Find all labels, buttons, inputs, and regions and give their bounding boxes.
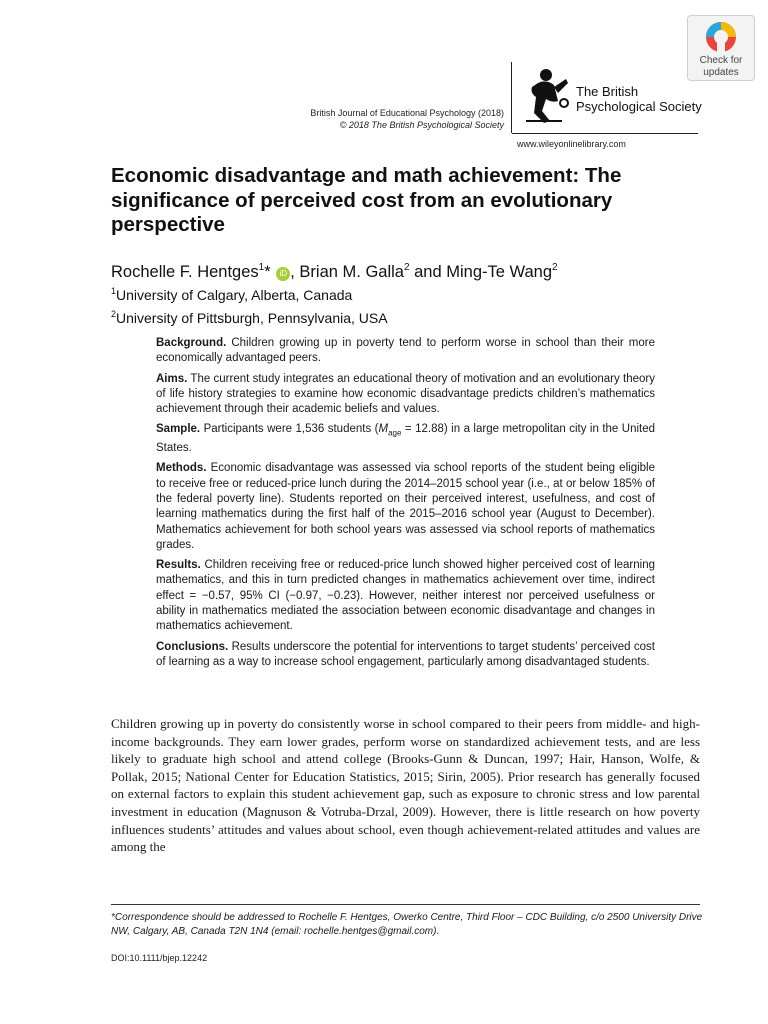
author-3-affil: 2	[552, 262, 558, 273]
author-1[interactable]: Rochelle F. Hentges	[111, 263, 259, 281]
article-title: Economic disadvantage and math achievement: The significance of perceived cost from an evolutionary perspective	[111, 164, 622, 236]
author-1-affil: 1	[258, 262, 265, 273]
society-name-line1: The British	[576, 84, 639, 99]
affiliation-text: University of Pittsburgh, Pennsylvania, USA	[116, 310, 388, 326]
abstract-text: Children growing up in poverty tend to perform worse in school than their more economically advantaged peers.	[156, 337, 655, 365]
abstract-text: Economic disadvantage was assessed via school reports of the student being eligible to receive free or reduced-price lunch during the 2014–2015 school year (i.e., at or below 185% of the federal poverty line). Students reported on their perceived interest, usefulness, and cost of learning mathematics during the first half of the 2015–2016 school year (August to December). Mathematics achievement for both school years was assessed via school reports of mathematics grades.	[156, 462, 655, 551]
author-separator: ,	[290, 263, 300, 281]
abstract-results	[156, 558, 655, 634]
affiliations	[111, 282, 388, 328]
copyright-notice: © 2018 The British Psychological Society	[339, 120, 504, 130]
abstract-methods	[156, 461, 655, 553]
bps-logo-icon	[516, 63, 572, 127]
footnote-rule	[111, 904, 700, 905]
affiliation-1	[111, 282, 388, 305]
math-symbol: M	[378, 423, 389, 436]
abstract-background	[156, 336, 655, 367]
check-for-updates-badge[interactable]	[687, 15, 755, 81]
abstract-conclusions	[156, 640, 655, 671]
society-name	[576, 84, 702, 114]
abstract-text: The current study integrates an educational theory of motivation and an evolutionary theory of life history strategies to examine how economic disadvantage predicts children’s mathematics achievement through their academic beliefs and values.	[156, 372, 655, 416]
orcid-icon[interactable]: iD	[276, 267, 290, 281]
author-separator: and	[409, 263, 447, 281]
society-name-line2: Psychological Society	[576, 99, 702, 114]
author-3[interactable]: Ming-Te Wang	[446, 263, 552, 281]
structured-abstract	[156, 336, 655, 675]
abstract-label: Background.	[156, 337, 227, 349]
header-rule	[512, 133, 698, 134]
affiliation-marker: 1	[111, 286, 117, 296]
affiliation-2	[111, 305, 388, 328]
math-subscript: age	[388, 428, 402, 438]
abstract-label: Sample.	[156, 423, 201, 436]
correspondence-footnote: *Correspondence should be addressed to Rochelle F. Hentges, Owerko Centre, Third Floor – CDC Building, c/o 2500 University Drive NW, Calgary, AB, Canada T2N 1N4 (email: rochelle.hentges@gmail.com).	[111, 912, 703, 937]
abstract-label: Results.	[156, 559, 201, 572]
affiliation-marker: 2	[111, 309, 117, 319]
abstract-label: Methods.	[156, 462, 207, 475]
author-2-affil: 2	[403, 262, 410, 273]
badge-line2: updates	[703, 67, 739, 78]
author-list	[111, 258, 731, 282]
abstract-label: Conclusions.	[156, 640, 229, 653]
header-vertical-rule	[511, 62, 512, 133]
abstract-text: = 12.88) in a large metropolitan city in the United States.	[156, 423, 656, 455]
website-link[interactable]: www.wileyonlinelibrary.com	[517, 139, 626, 149]
author-2[interactable]: Brian M. Galla	[299, 263, 404, 281]
abstract-aims	[156, 372, 655, 418]
abstract-label: Aims.	[156, 372, 188, 385]
abstract-text: Participants were 1,536 students (	[203, 423, 379, 436]
abstract-text: Results underscore the potential for interventions to target students’ perceived cost of learning as a way to increase school engagement, particularly among disadvantaged students.	[156, 640, 655, 668]
affiliation-text: University of Calgary, Alberta, Canada	[116, 287, 353, 303]
badge-line1: Check for	[699, 55, 743, 66]
crossmark-icon	[704, 20, 738, 54]
corresponding-star: *	[264, 263, 271, 281]
doi[interactable]: DOI:10.1111/bjep.12242	[111, 953, 208, 963]
body-paragraph: Children growing up in poverty do consistently worse in school compared to their peers from middle- and high-income backgrounds. They earn lower grades, perform worse on standardized achievement tests, and are less likely to graduate high school and attend college (Brooks-Gunn & Duncan, 1997; Hair, Hanson, Wolfe, & Pollak, 2015; National Center for Education Statistics, 2015; Sirin, 2005). Prior research has generally focused on external factors to explain this student achievement gap, such as exposure to chronic stress and low parental investment in education (Magnuson & Votruba-Drzal, 2009). However, there is little research on how poverty influences students’ attitudes and values about school, even though achievement-related attitudes and values are among the	[111, 716, 700, 855]
journal-citation	[290, 107, 504, 131]
journal-name: British Journal of Educational Psychology (2018)	[310, 108, 504, 118]
abstract-text: Children receiving free or reduced-price lunch showed higher perceived cost of learning mathematics, and this in turn predicted changes in mathematics achievement over time, indirect effect = −0.57, 95% CI (−0.97, −0.23). However, neither interest nor perceived usefulness or ability in mathematics mediated the association between economic disadvantage and changes in mathematics achievement.	[156, 559, 655, 633]
abstract-sample	[156, 422, 655, 456]
